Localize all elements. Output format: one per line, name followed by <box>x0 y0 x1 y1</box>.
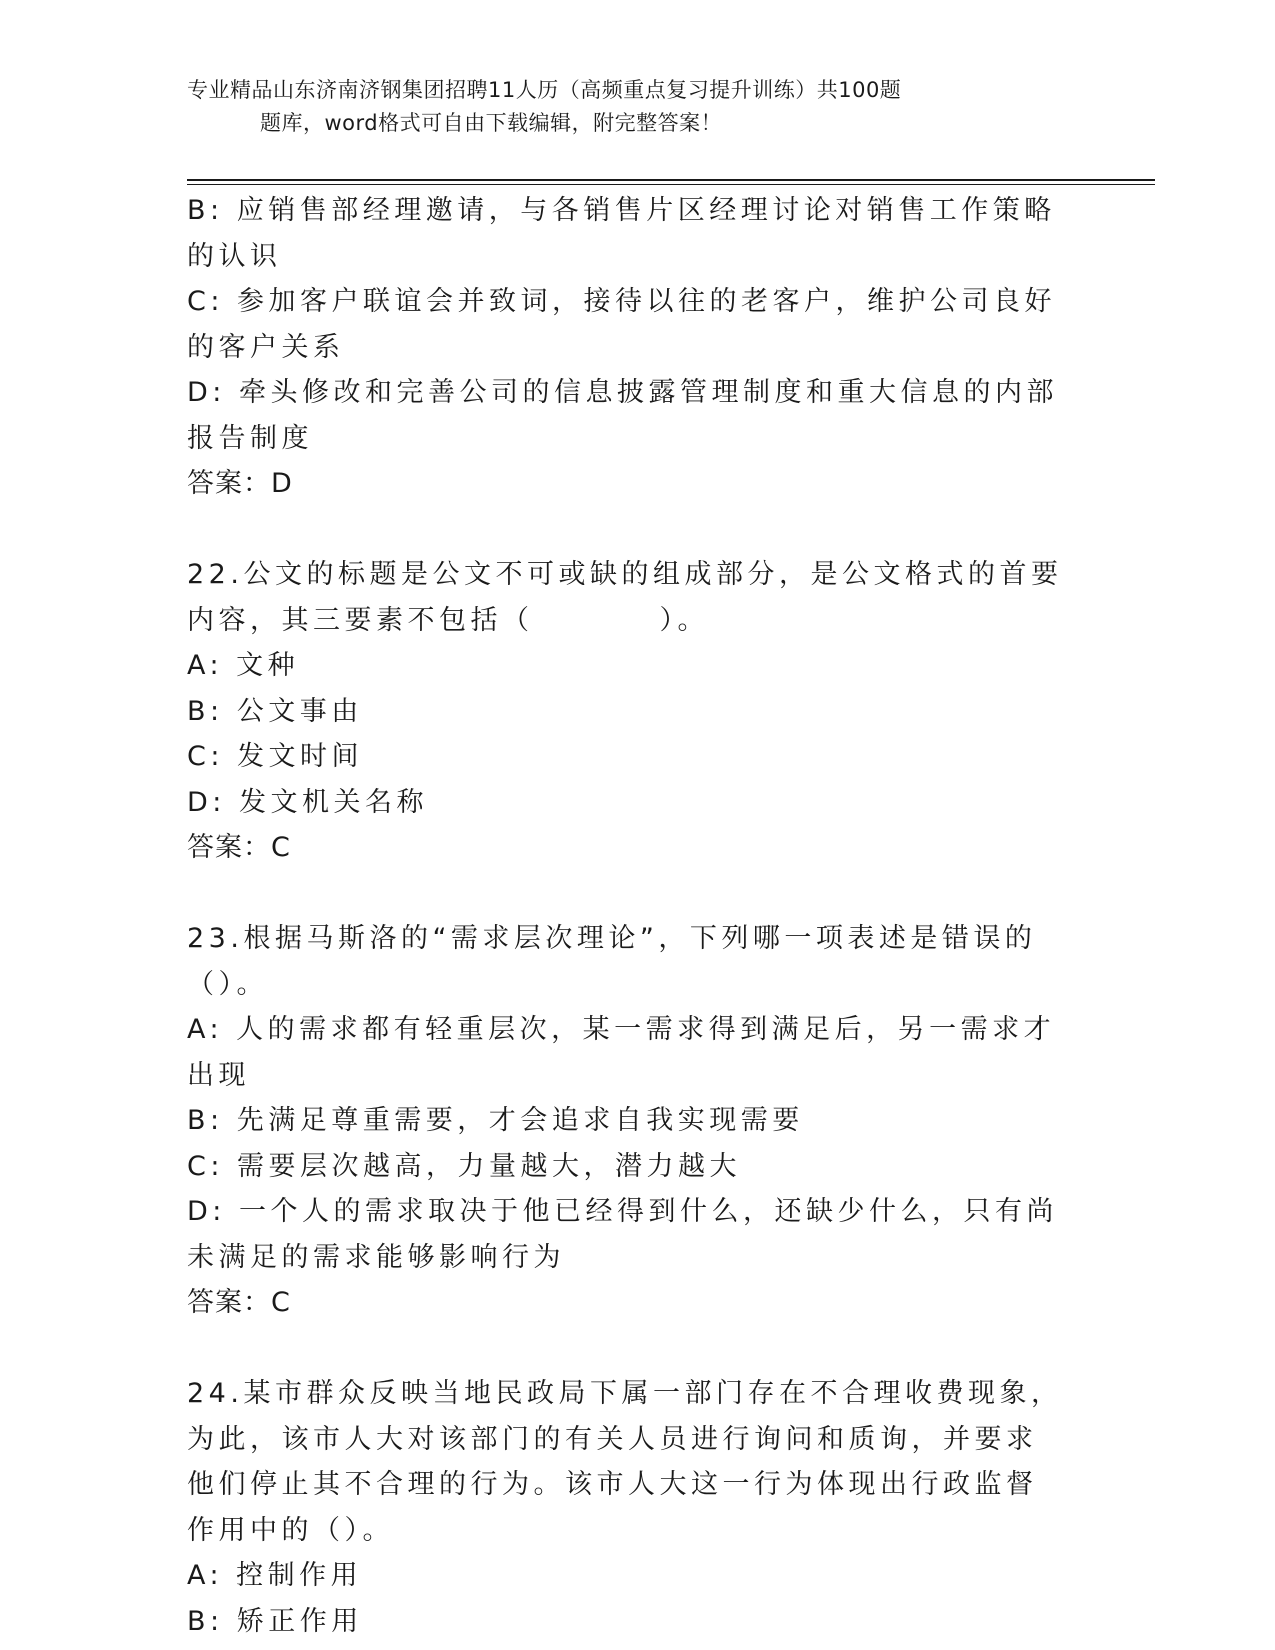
option-a: A: 文种 <box>187 650 300 681</box>
option-c: C: 发文时间 <box>187 741 364 772</box>
question-stem: 24.某市群众反映当地民政局下属一部门存在不合理收费现象，为此，该市人大对该部门的有关人员进行询问和质询，并要求他们停止其不合理的行为。该市人大这一行为体现出行政监督作用中的（）。 <box>187 1378 1063 1546</box>
option-d: D: 牵头修改和完善公司的信息披露管理制度和重大信息的内部报告制度 <box>187 377 1058 454</box>
option-c: C: 参加客户联谊会并致词，接待以往的老客户，维护公司良好的客户关系 <box>187 286 1057 363</box>
option-c: C: 需要层次越高，力量越大，潜力越大 <box>187 1150 742 1182</box>
option-d: D: 发文机关名称 <box>187 786 428 818</box>
answer-line: 答案：C <box>187 832 291 863</box>
question-24 <box>187 1371 1067 1644</box>
question-stem: 22.公文的标题是公文不可或缺的组成部分，是公文格式的首要内容，其三要素不包括（ ）。 <box>187 559 1063 636</box>
option-b: B: 应销售部经理邀请，与各销售片区经理讨论对销售工作策略的认识 <box>187 195 1056 272</box>
header-rule-thick <box>187 179 1155 181</box>
question-23 <box>187 916 1067 1326</box>
option-a: A: 控制作用 <box>187 1560 363 1591</box>
option-d: D: 一个人的需求取决于他已经得到什么，还缺少什么，只有尚未满足的需求能够影响行为 <box>187 1196 1058 1273</box>
document-body <box>187 188 1067 1644</box>
question-stem: 23.根据马斯洛的“需求层次理论”，下列哪一项表述是错误的（）。 <box>187 923 1037 1000</box>
spacer <box>187 507 1067 553</box>
question-21-continued <box>187 188 1067 507</box>
answer-line: 答案：D <box>187 468 293 499</box>
question-22 <box>187 552 1067 871</box>
header-title-line1: 专业精品山东济南济钢集团招聘11人历（高频重点复习提升训练）共100题 <box>187 78 902 102</box>
header-rule-thin <box>187 184 1155 185</box>
option-b: B: 矫正作用 <box>187 1605 363 1637</box>
option-b: B: 先满足尊重需要，才会追求自我实现需要 <box>187 1105 804 1136</box>
header-title-line2: 题库，word格式可自由下载编辑，附完整答案！ <box>260 111 723 135</box>
document-header <box>187 74 1067 140</box>
spacer <box>187 1326 1067 1372</box>
spacer <box>187 871 1067 917</box>
answer-line: 答案：C <box>187 1287 291 1318</box>
option-b: B: 公文事由 <box>187 695 363 727</box>
option-a: A: 人的需求都有轻重层次，某一需求得到满足后，另一需求才出现 <box>187 1014 1056 1091</box>
